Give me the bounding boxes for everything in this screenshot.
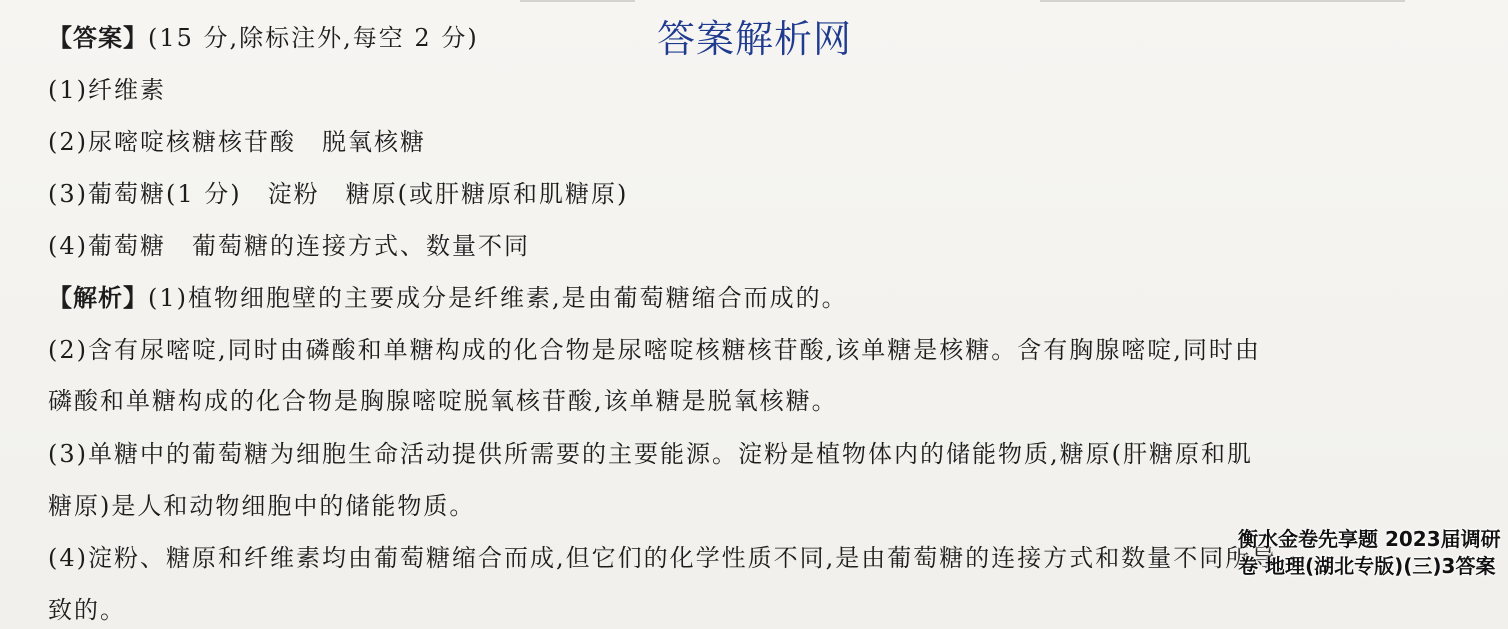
answer-line-4: (4)葡萄糖 葡萄糖的连接方式、数量不同 <box>48 232 530 260</box>
analysis-line-2: (2)含有尿嘧啶,同时由磷酸和单糖构成的化合物是尿嘧啶核糖核苷酸,该单糖是核糖。含有胸腺嘧啶,同时由 <box>48 336 1261 364</box>
answer-intro: (15 分,除标注外,每空 2 分) <box>148 24 479 52</box>
analysis-line-3: 磷酸和单糖构成的化合物是胸腺嘧啶脱氧核苷酸,该单糖是脱氧核糖。 <box>48 387 838 415</box>
analysis-text-1: (1)植物细胞壁的主要成分是纤维素,是由葡萄糖缩合而成的。 <box>148 284 848 312</box>
analysis-tag: 【解析】 <box>48 284 148 312</box>
top-rule-right <box>1040 0 1405 2</box>
analysis-line-5: 糖原)是人和动物细胞中的储能物质。 <box>48 492 476 520</box>
analysis-line-6: (4)淀粉、糖原和纤维素均由葡萄糖缩合而成,但它们的化学性质不同,是由葡萄糖的连接方式和数量不同所导 <box>48 544 1278 572</box>
answer-line-3: (3)葡萄糖(1 分) 淀粉 糖原(或肝糖原和肌糖原) <box>48 180 629 208</box>
analysis-line-1 <box>48 278 848 313</box>
watermark-title: 答案解析网 <box>657 17 853 61</box>
answer-tag: 【答案】 <box>48 24 148 52</box>
answer-line-2: (2)尿嘧啶核糖核苷酸 脱氧核糖 <box>48 128 426 156</box>
analysis-line-7: 致的。 <box>48 596 126 624</box>
corner-caption: 衡水金卷先享题 2023届调研卷 地理(湖北专版)(三)3答案 <box>1238 527 1501 578</box>
analysis-line-4: (3)单糖中的葡萄糖为细胞生命活动提供所需要的主要能源。淀粉是植物体内的储能物质,糖原(肝糖原和肌 <box>48 440 1253 468</box>
top-rule-left <box>520 0 635 2</box>
answer-header <box>48 18 479 53</box>
answer-line-1: (1)纤维素 <box>48 76 166 104</box>
